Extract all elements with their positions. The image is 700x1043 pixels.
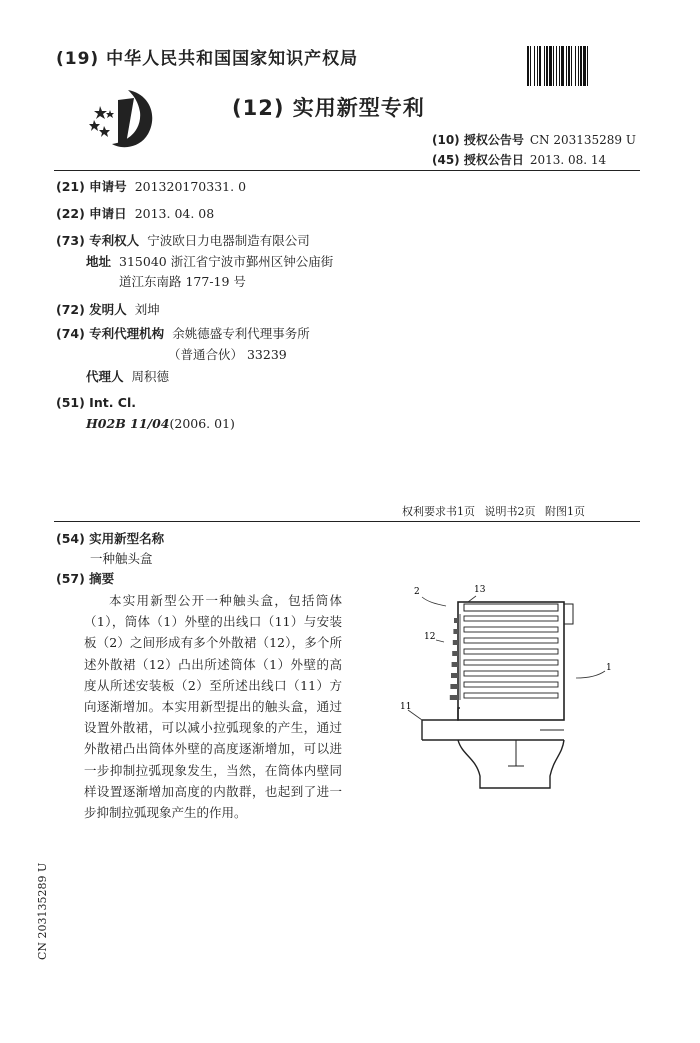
ipc-label: (51) Int. Cl. [56, 395, 137, 410]
agent-label: 代理人 [86, 369, 124, 384]
publication-date [432, 151, 606, 168]
outer-skirt [452, 651, 458, 656]
abstract-label: (57) 摘要 [56, 571, 115, 586]
address [86, 252, 333, 270]
document-type: (12) 实用新型专利 [232, 96, 425, 120]
address-line-1: 315040 浙江省宁波市鄞州区钟公庙街 [119, 254, 334, 269]
patent-agency-label: (74) 专利代理机构 [56, 326, 165, 341]
page-counts-divider [54, 521, 640, 522]
inner-ring [464, 671, 558, 676]
patent-agency-line-2: （普通合伙） 33239 [168, 347, 287, 362]
inner-ring [464, 638, 558, 643]
application-date-value: 2013. 04. 08 [134, 206, 215, 221]
office-name: (19) 中华人民共和国国家知识产权局 [56, 49, 359, 69]
inner-ring [464, 693, 558, 698]
inner-ring [464, 649, 558, 654]
patent-agency-line-1: 余姚德盛专利代理事务所 [172, 326, 310, 341]
address-label: 地址 [86, 254, 112, 269]
inventor-label: (72) 发明人 [56, 302, 127, 317]
label-body: 1 [606, 663, 612, 673]
application-number-value: 201320170331. 0 [134, 179, 247, 194]
ipc-classification [56, 395, 136, 410]
representative-drawing [400, 580, 625, 795]
patentee-label: (73) 专利权人 [56, 233, 140, 248]
label-top-ring: 13 [474, 585, 486, 595]
abstract-text: 本实用新型公开一种触头盒，包括筒体（1），筒体（1）外壁的出线口（11）与安装板（2）之间形成有多个外散裙（12），多个所述外散裙（12）凸出所述筒体（1）外壁的高度从所述安装板（2）至所述出线口（11）方向逐渐增加。本实用新型提出的触头盒，通过设置外散裙，可以减小拉弧现象的产生，通过外散裙凸出筒体外壁的高度逐渐增加，可以进一步抑制拉弧现象发生，当然，在筒体内壁同样设置逐渐增加高度的内散群，也起到了进一步抑制拉弧现象产生的作用。 [84, 593, 342, 821]
header-divider [54, 170, 640, 171]
publication-number-value: CN 203135289 U [529, 133, 636, 147]
spine-publication-number: CN 203135289 U [36, 862, 49, 960]
inventor [56, 300, 160, 318]
inner-ring [464, 682, 558, 687]
outer-skirt [453, 640, 458, 645]
application-number-label: (21) 申请号 [56, 179, 127, 194]
sipo-emblem-icon [88, 86, 160, 152]
application-number [56, 177, 246, 195]
publication-date-label: (45) 授权公告日 [432, 153, 524, 167]
publication-number [432, 131, 636, 148]
outer-skirt [454, 618, 458, 623]
label-mount-plate: 2 [414, 587, 420, 597]
outer-skirt [451, 673, 458, 678]
outer-skirt [450, 695, 458, 700]
ipc-code: H02B 11/04 [86, 416, 170, 431]
abstract-heading [56, 569, 114, 587]
patent-agency [56, 324, 310, 342]
patentee [56, 231, 310, 249]
patentee-value: 宁波欧日力电器制造有限公司 [147, 233, 310, 248]
application-date-label: (22) 申请日 [56, 206, 127, 221]
label-outer-skirt: 12 [424, 632, 436, 642]
application-date [56, 204, 214, 222]
address-line-2: 道江东南路 177-19 号 [119, 274, 246, 289]
inventor-value: 刘坤 [134, 302, 160, 317]
inner-ring [464, 616, 558, 621]
agent-value: 周积德 [131, 369, 170, 384]
outer-skirt [452, 662, 458, 667]
inner-ring [464, 660, 558, 665]
label-outlet: 11 [400, 702, 412, 712]
barcode-icon [527, 46, 645, 86]
utility-model-title: 一种触头盒 [90, 551, 153, 566]
publication-date-value: 2013. 08. 14 [529, 153, 607, 167]
inner-ring [464, 627, 558, 632]
ipc-version: (2006. 01) [169, 416, 235, 431]
publication-number-label: (10) 授权公告号 [432, 133, 524, 147]
utility-model-title-label [56, 529, 164, 547]
title-label: (54) 实用新型名称 [56, 531, 165, 546]
outer-skirt [450, 684, 458, 689]
agent [86, 367, 169, 385]
ipc-entry [86, 416, 235, 431]
page-counts: 权利要求书1页 说明书2页 附图1页 [402, 505, 585, 518]
outer-skirt [453, 629, 458, 634]
